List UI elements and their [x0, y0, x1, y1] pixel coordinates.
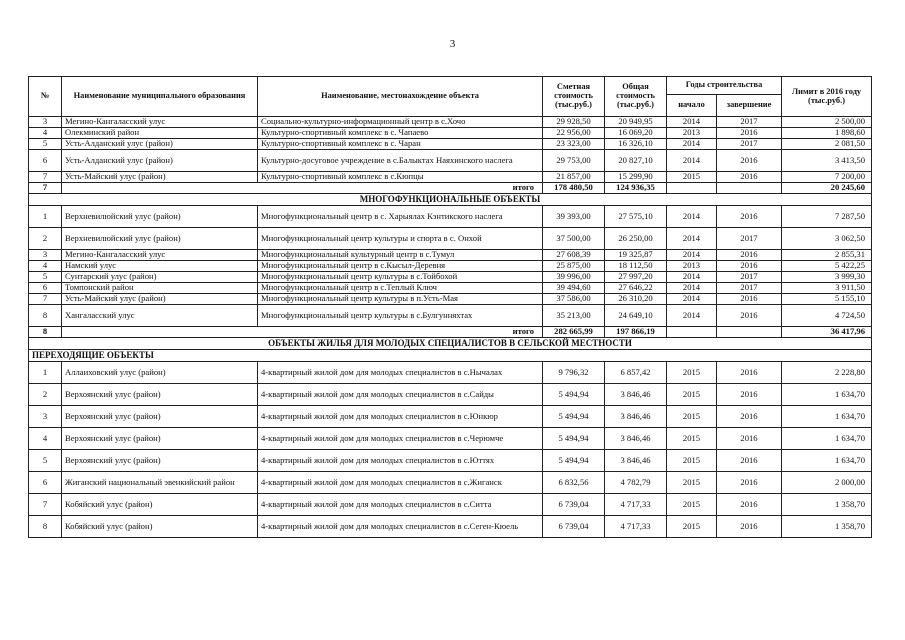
row-limit: 5 422,25 — [782, 261, 872, 272]
row-estimated-cost: 5 494,94 — [543, 384, 605, 406]
row-estimated-cost: 5 494,94 — [543, 428, 605, 450]
row-year-start: 2014 — [667, 283, 717, 294]
row-estimated-cost: 25 875,00 — [543, 261, 605, 272]
table-row — [29, 516, 872, 538]
row-total-cost: 3 846,46 — [605, 384, 667, 406]
row-estimated-cost: 5 494,94 — [543, 450, 605, 472]
row-year-end: 2017 — [717, 117, 782, 128]
col-header-limit: Лимит в 2016 году (тыс.руб.) — [782, 77, 872, 117]
table-row — [29, 305, 872, 327]
row-estimated-cost: 23 323,00 — [543, 139, 605, 150]
row-estimated-cost: 9 796,32 — [543, 362, 605, 384]
row-object: 4-квартирный жилой дом для молодых специалистов в с.Сеген-Кюель — [258, 516, 543, 538]
row-year-end: 2016 — [717, 450, 782, 472]
row-year-start: 2015 — [667, 172, 717, 183]
col-header-num: № — [29, 77, 62, 117]
row-num: 3 — [29, 406, 62, 428]
row-limit: 7 200,00 — [782, 172, 872, 183]
total-year-start — [667, 327, 717, 338]
row-limit: 2 500,00 — [782, 117, 872, 128]
row-year-start: 2015 — [667, 450, 717, 472]
row-num: 4 — [29, 261, 62, 272]
construction-objects-table — [28, 76, 872, 538]
row-total-cost: 26 310,20 — [605, 294, 667, 305]
row-year-start: 2015 — [667, 516, 717, 538]
row-num: 6 — [29, 283, 62, 294]
row-object: Культурно-спортивный комплекс в с.Кюпцы — [258, 172, 543, 183]
row-municipality: Усть-Алданский улус (район) — [62, 139, 258, 150]
row-year-end: 2016 — [717, 494, 782, 516]
row-estimated-cost: 29 753,00 — [543, 150, 605, 172]
row-num: 3 — [29, 250, 62, 261]
total-year-end — [717, 327, 782, 338]
row-object: Многофункциональный центр культуры в с.Тойбохой — [258, 272, 543, 283]
row-object: Многофункциональный центр культуры и спорта в с. Онхой — [258, 228, 543, 250]
total-limit: 36 417,96 — [782, 327, 872, 338]
row-total-cost: 27 997,20 — [605, 272, 667, 283]
total-row — [29, 327, 872, 338]
row-total-cost: 16 326,10 — [605, 139, 667, 150]
row-municipality: Аллаиховский улус (район) — [62, 362, 258, 384]
row-year-end: 2017 — [717, 272, 782, 283]
row-year-end: 2016 — [717, 150, 782, 172]
row-limit: 1 358,70 — [782, 516, 872, 538]
row-limit: 2 228,80 — [782, 362, 872, 384]
row-year-end: 2016 — [717, 406, 782, 428]
total-num: 8 — [29, 327, 62, 338]
row-year-start: 2013 — [667, 261, 717, 272]
row-estimated-cost: 5 494,94 — [543, 406, 605, 428]
row-year-start: 2015 — [667, 384, 717, 406]
row-estimated-cost: 37 500,00 — [543, 228, 605, 250]
row-municipality: Верхоянский улус (район) — [62, 406, 258, 428]
table-row — [29, 450, 872, 472]
row-year-end: 2016 — [717, 172, 782, 183]
row-year-start: 2014 — [667, 228, 717, 250]
row-municipality: Верхневилюйский улус (район) — [62, 206, 258, 228]
col-header-object: Наименование, местонахождение объекта — [258, 77, 543, 117]
row-num: 1 — [29, 206, 62, 228]
total-year-end — [717, 183, 782, 194]
row-total-cost: 3 846,46 — [605, 450, 667, 472]
row-num: 7 — [29, 294, 62, 305]
row-object: 4-квартирный жилой дом для молодых специалистов в с.Нычалах — [258, 362, 543, 384]
row-municipality: Верхоянский улус (район) — [62, 384, 258, 406]
total-total-cost: 197 866,19 — [605, 327, 667, 338]
row-estimated-cost: 22 956,00 — [543, 128, 605, 139]
row-limit: 2 000,00 — [782, 472, 872, 494]
row-year-end: 2016 — [717, 250, 782, 261]
total-total-cost: 124 936,35 — [605, 183, 667, 194]
row-total-cost: 3 846,46 — [605, 428, 667, 450]
total-label: итого — [62, 183, 543, 194]
row-total-cost: 26 250,00 — [605, 228, 667, 250]
row-num: 5 — [29, 450, 62, 472]
row-object: Многофункциональный центр в с. Харыялах Кэнтикского наслега — [258, 206, 543, 228]
row-year-start: 2014 — [667, 305, 717, 327]
row-num: 2 — [29, 384, 62, 406]
row-total-cost: 20 949,95 — [605, 117, 667, 128]
row-object: 4-квартирный жилой дом для молодых специалистов в с.Сайды — [258, 384, 543, 406]
row-num: 6 — [29, 472, 62, 494]
row-year-start: 2014 — [667, 250, 717, 261]
row-total-cost: 18 112,50 — [605, 261, 667, 272]
row-object: 4-квартирный жилой дом для молодых специалистов в с.Юттях — [258, 450, 543, 472]
row-limit: 2 081,50 — [782, 139, 872, 150]
row-object: Социально-культурно-информационный центр в с.Хочо — [258, 117, 543, 128]
table-row — [29, 117, 872, 128]
row-total-cost: 4 717,33 — [605, 516, 667, 538]
row-municipality: Олекминский район — [62, 128, 258, 139]
row-limit: 1 634,70 — [782, 406, 872, 428]
row-num: 6 — [29, 150, 62, 172]
row-object: Культурно-досуговое учреждение в с.Балыктах Наяхинского наслега — [258, 150, 543, 172]
row-estimated-cost: 21 857,00 — [543, 172, 605, 183]
row-num: 5 — [29, 139, 62, 150]
row-year-start: 2015 — [667, 494, 717, 516]
row-estimated-cost: 39 494,60 — [543, 283, 605, 294]
row-total-cost: 16 069,20 — [605, 128, 667, 139]
row-year-end: 2016 — [717, 516, 782, 538]
row-num: 2 — [29, 228, 62, 250]
row-total-cost: 24 649,10 — [605, 305, 667, 327]
row-municipality: Сунтарский улус (район) — [62, 272, 258, 283]
row-municipality: Кобяйский улус (район) — [62, 494, 258, 516]
table-body — [29, 117, 872, 538]
total-estimated-cost: 282 665,99 — [543, 327, 605, 338]
table-row — [29, 128, 872, 139]
row-limit: 3 911,50 — [782, 283, 872, 294]
row-limit: 5 155,10 — [782, 294, 872, 305]
row-limit: 3 999,30 — [782, 272, 872, 283]
row-total-cost: 4 782,79 — [605, 472, 667, 494]
total-year-start — [667, 183, 717, 194]
row-limit: 1 634,70 — [782, 384, 872, 406]
table-row — [29, 362, 872, 384]
row-num: 8 — [29, 516, 62, 538]
row-municipality: Усть-Майский улус (район) — [62, 172, 258, 183]
row-municipality: Верхоянский улус (район) — [62, 428, 258, 450]
row-num: 7 — [29, 172, 62, 183]
page-number: 3 — [449, 38, 456, 50]
row-year-end: 2016 — [717, 305, 782, 327]
row-limit: 3 413,50 — [782, 150, 872, 172]
row-total-cost: 3 846,46 — [605, 406, 667, 428]
row-limit: 7 287,50 — [782, 206, 872, 228]
table-row — [29, 228, 872, 250]
row-year-start: 2015 — [667, 406, 717, 428]
table-row — [29, 261, 872, 272]
table-row — [29, 172, 872, 183]
row-object: 4-квартирный жилой дом для молодых специалистов в с.Юнкюр — [258, 406, 543, 428]
row-municipality: Томпонский район — [62, 283, 258, 294]
table-row — [29, 272, 872, 283]
col-header-total-cost: Общая стоимость (тыс.руб.) — [605, 77, 667, 117]
row-estimated-cost: 29 928,50 — [543, 117, 605, 128]
row-object: Многофункциональный центр культуры в п.Усть-Мая — [258, 294, 543, 305]
row-municipality: Хангаласский улус — [62, 305, 258, 327]
table-row — [29, 150, 872, 172]
row-estimated-cost: 35 213,00 — [543, 305, 605, 327]
row-municipality: Мегино-Кангаласский улус — [62, 250, 258, 261]
row-municipality: Жиганский национальный эвенкийский район — [62, 472, 258, 494]
total-limit: 20 245,60 — [782, 183, 872, 194]
table-row — [29, 472, 872, 494]
row-object: 4-квартирный жилой дом для молодых специалистов в с.Жиганск — [258, 472, 543, 494]
row-object: Культурно-спортивный комплекс в с. Чапаево — [258, 128, 543, 139]
row-total-cost: 20 827,10 — [605, 150, 667, 172]
row-year-end: 2016 — [717, 428, 782, 450]
row-municipality: Верхоянский улус (район) — [62, 450, 258, 472]
row-year-start: 2015 — [667, 362, 717, 384]
row-municipality: Верхневилюйский улус (район) — [62, 228, 258, 250]
table-row — [29, 250, 872, 261]
table-row — [29, 283, 872, 294]
row-municipality: Кобяйский улус (район) — [62, 516, 258, 538]
row-object: Многофункциональный центр в с.Кысыл-Деревня — [258, 261, 543, 272]
row-estimated-cost: 6 739,04 — [543, 516, 605, 538]
row-year-start: 2014 — [667, 117, 717, 128]
row-num: 8 — [29, 305, 62, 327]
col-header-year-start: начало — [667, 95, 717, 117]
section-row — [29, 194, 872, 206]
row-year-start: 2013 — [667, 128, 717, 139]
row-object: Многофункциональный центр культуры в с.Булгунняхтах — [258, 305, 543, 327]
row-estimated-cost: 27 608,39 — [543, 250, 605, 261]
row-num: 4 — [29, 428, 62, 450]
row-total-cost: 27 646,22 — [605, 283, 667, 294]
section-housing-title: ОБЪЕКТЫ ЖИЛЬЯ ДЛЯ МОЛОДЫХ СПЕЦИАЛИСТОВ В СЕЛЬСКОЙ МЕСТНОСТИ — [29, 338, 872, 350]
row-num: 5 — [29, 272, 62, 283]
row-municipality: Усть-Майский улус (район) — [62, 294, 258, 305]
row-year-end: 2017 — [717, 139, 782, 150]
section-row — [29, 338, 872, 350]
total-row — [29, 183, 872, 194]
row-year-end: 2016 — [717, 362, 782, 384]
col-header-estimated-cost: Сметная стоимость (тыс.руб.) — [543, 77, 605, 117]
row-estimated-cost: 37 586,00 — [543, 294, 605, 305]
table-row — [29, 139, 872, 150]
row-object: 4-квартирный жилой дом для молодых специалистов в с.Черюмче — [258, 428, 543, 450]
row-limit: 1 898,60 — [782, 128, 872, 139]
row-year-end: 2017 — [717, 283, 782, 294]
row-object: Многофункциональный культурный центр в с.Тумул — [258, 250, 543, 261]
row-municipality: Мегино-Кангаласский улус — [62, 117, 258, 128]
table-row — [29, 384, 872, 406]
table-row — [29, 428, 872, 450]
row-limit: 1 634,70 — [782, 428, 872, 450]
row-limit: 1 634,70 — [782, 450, 872, 472]
row-object: Культурно-спортивный комплекс в с. Чаран — [258, 139, 543, 150]
row-year-start: 2015 — [667, 428, 717, 450]
section-row — [29, 350, 872, 362]
row-estimated-cost: 6 832,56 — [543, 472, 605, 494]
total-num: 7 — [29, 183, 62, 194]
row-estimated-cost: 39 996,00 — [543, 272, 605, 283]
row-object: Многофункциональный центр в с.Теплый Ключ — [258, 283, 543, 294]
row-year-end: 2016 — [717, 384, 782, 406]
row-estimated-cost: 6 739,04 — [543, 494, 605, 516]
table-row — [29, 494, 872, 516]
row-year-start: 2014 — [667, 206, 717, 228]
row-total-cost: 6 857,42 — [605, 362, 667, 384]
row-municipality: Усть-Алданский улус (район) — [62, 150, 258, 172]
total-estimated-cost: 178 480,50 — [543, 183, 605, 194]
row-municipality: Намский улус — [62, 261, 258, 272]
col-header-municipality: Наименование муниципального образования — [62, 77, 258, 117]
row-year-start: 2014 — [667, 272, 717, 283]
row-estimated-cost: 39 393,00 — [543, 206, 605, 228]
row-year-start: 2014 — [667, 294, 717, 305]
col-header-years-group: Годы строительства — [667, 77, 782, 95]
row-limit: 1 358,70 — [782, 494, 872, 516]
row-year-end: 2017 — [717, 228, 782, 250]
row-num: 1 — [29, 362, 62, 384]
section-transit-title: ПЕРЕХОДЯЩИЕ ОБЪЕКТЫ — [29, 350, 872, 362]
row-num: 4 — [29, 128, 62, 139]
row-total-cost: 19 325,87 — [605, 250, 667, 261]
row-limit: 3 062,50 — [782, 228, 872, 250]
row-limit: 4 724,50 — [782, 305, 872, 327]
total-label: итого — [62, 327, 543, 338]
table-row — [29, 406, 872, 428]
row-object: 4-квартирный жилой дом для молодых специалистов в с.Ситта — [258, 494, 543, 516]
row-year-start: 2014 — [667, 139, 717, 150]
row-year-start: 2014 — [667, 150, 717, 172]
section-multifunctional-title: МНОГОФУНКЦИОНАЛЬНЫЕ ОБЪЕКТЫ — [29, 194, 872, 206]
row-year-end: 2016 — [717, 294, 782, 305]
col-header-year-end: завершение — [717, 95, 782, 117]
row-year-end: 2016 — [717, 261, 782, 272]
row-year-start: 2015 — [667, 472, 717, 494]
row-year-end: 2016 — [717, 128, 782, 139]
row-year-end: 2016 — [717, 206, 782, 228]
table-row — [29, 206, 872, 228]
table-row — [29, 294, 872, 305]
row-num: 7 — [29, 494, 62, 516]
row-limit: 2 855,31 — [782, 250, 872, 261]
row-total-cost: 15 299,90 — [605, 172, 667, 183]
row-total-cost: 4 717,33 — [605, 494, 667, 516]
row-num: 3 — [29, 117, 62, 128]
row-total-cost: 27 575,10 — [605, 206, 667, 228]
row-year-end: 2016 — [717, 472, 782, 494]
